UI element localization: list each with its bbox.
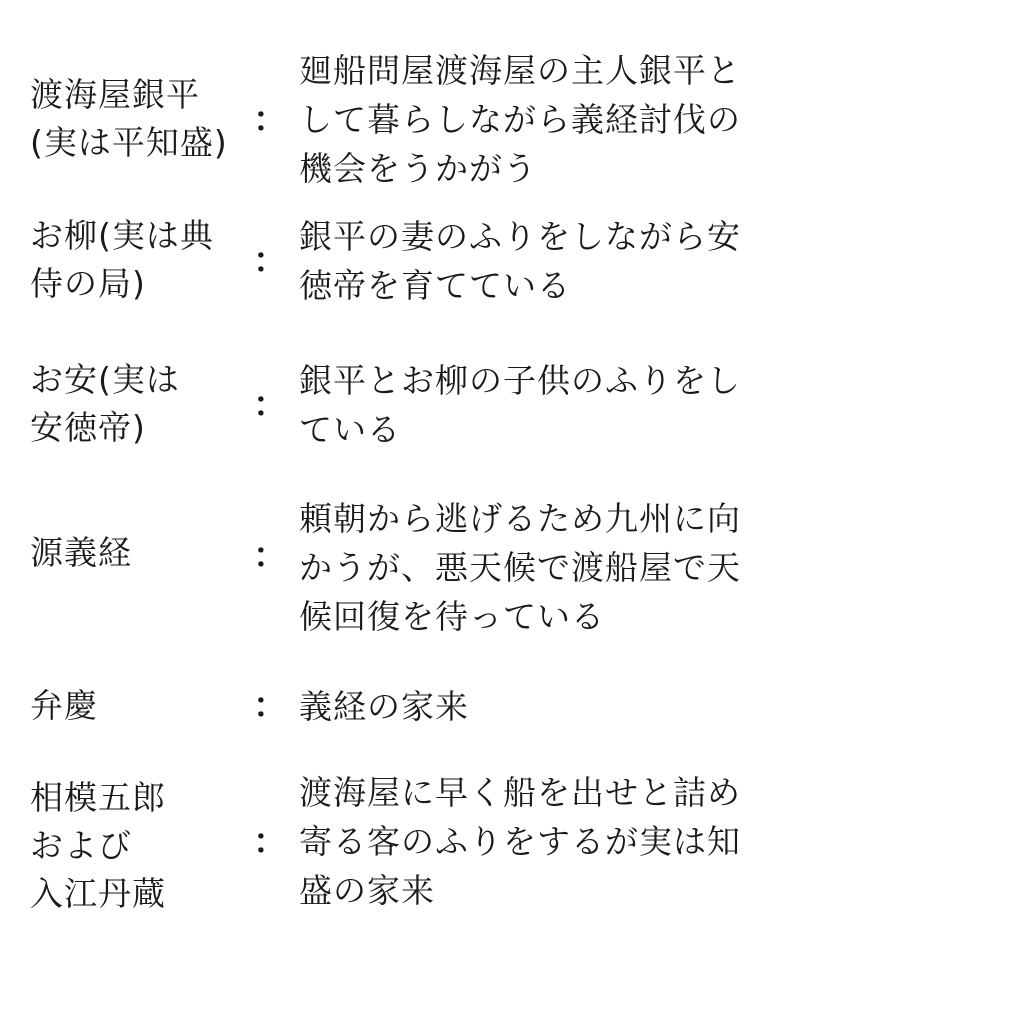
separator-colon: ： xyxy=(253,822,287,862)
separator-colon: ： xyxy=(253,536,287,576)
role-description: 義経の家来 xyxy=(299,687,469,726)
role-name: 相模五郎 および 入江丹蔵 xyxy=(30,778,166,913)
separator-colon: ： xyxy=(253,100,287,140)
role-description: 渡海屋に早く船を出せと詰め 寄る客のふりをするが実は知 盛の家来 xyxy=(299,773,741,910)
role-description: 銀平とお柳の子供のふりをし ている xyxy=(299,361,741,449)
separator-colon: ： xyxy=(253,241,287,281)
role-name: 渡海屋銀平 (実は平知盛) xyxy=(30,75,228,162)
role-description: 廻船問屋渡海屋の主人銀平と して暮らしながら義経討伐の 機会をうかがう xyxy=(299,51,741,188)
role-description: 銀平の妻のふりをしながら安 徳帝を育てている xyxy=(299,217,741,305)
role-name: お柳(実は典 侍の局) xyxy=(30,216,214,303)
role-description: 頼朝から逃げるため九州に向 かうが、悪天候で渡船屋で天 候回復を待っている xyxy=(299,499,741,636)
separator-colon: ： xyxy=(253,686,287,726)
role-name: 弁慶 xyxy=(30,686,98,725)
separator-colon: ： xyxy=(253,385,287,425)
role-name: お安(実は 安徳帝) xyxy=(30,360,180,447)
role-name: 源義経 xyxy=(30,533,132,572)
